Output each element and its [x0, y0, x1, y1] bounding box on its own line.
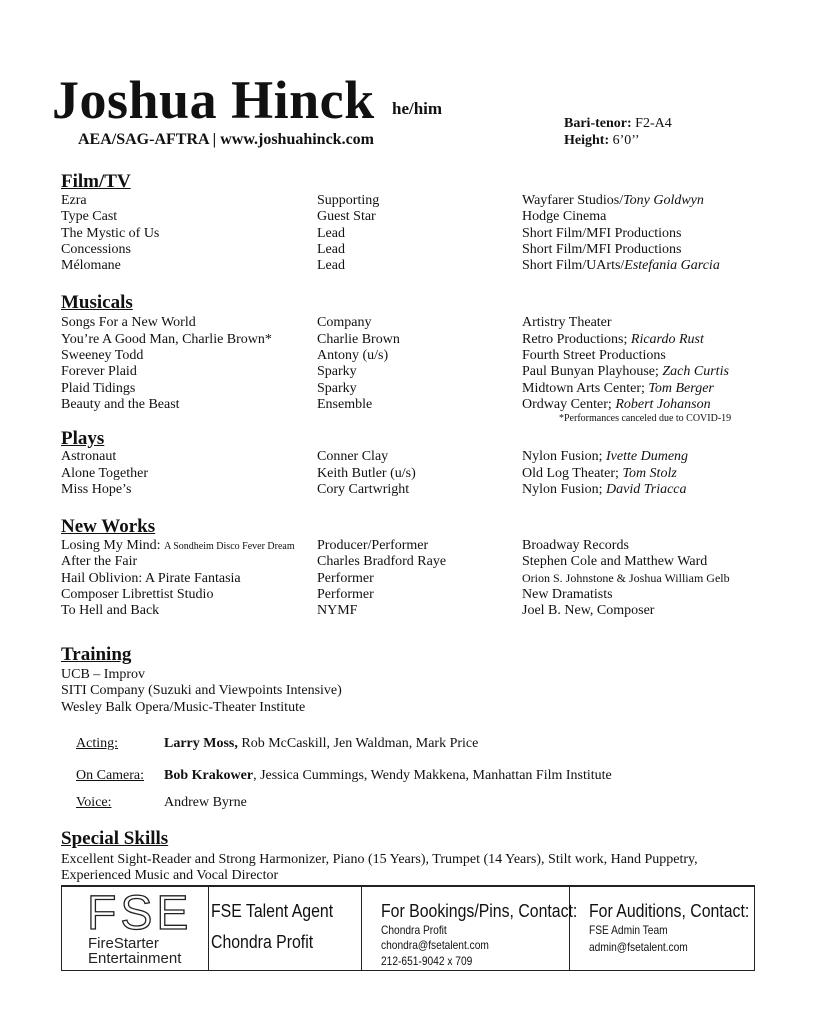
agent-cell	[208, 887, 362, 970]
credit-company: Short Film/MFI Productions	[522, 226, 682, 241]
credit-row	[61, 586, 781, 603]
credit-role: Company	[317, 315, 372, 330]
director-name: David Triacca	[606, 482, 687, 497]
company-name: Nylon Fusion;	[522, 482, 607, 497]
credit-title: Ezra	[61, 193, 87, 208]
section-title-training: Training	[61, 644, 132, 665]
credit-row	[61, 380, 781, 397]
section-title-plays: Plays	[61, 428, 105, 449]
credit-row	[61, 225, 781, 242]
credit-company: Orion S. Johnstone & Joshua William Gelb	[522, 571, 730, 585]
credit-title: Alone Together	[61, 466, 149, 481]
credit-company	[522, 465, 677, 482]
height-value: 6’0’’	[609, 133, 640, 148]
credit-title: Plaid Tidings	[61, 381, 136, 396]
credit-role: Keith Butler (u/s)	[317, 466, 416, 481]
teacher-list-acting	[164, 736, 478, 752]
credit-company: Joel B. New, Composer	[522, 603, 655, 618]
credit-row	[61, 331, 781, 348]
credit-company	[522, 396, 711, 413]
height	[564, 133, 640, 149]
credit-title: After the Fair	[61, 554, 138, 569]
training-line: UCB – Improv	[61, 667, 145, 682]
credit-role: Charles Bradford Raye	[317, 554, 447, 569]
logo-fse-text: FSE	[87, 887, 193, 940]
credit-title: To Hell and Back	[61, 603, 160, 618]
director-name: Ivette Dumeng	[606, 449, 689, 464]
company-name: Paul Bunyan Playhouse;	[522, 364, 663, 379]
credit-row	[61, 396, 781, 413]
credit-role: Antony (u/s)	[317, 348, 389, 363]
director-name: Tom Berger	[648, 381, 714, 396]
skills-line: Excellent Sight-Reader and Strong Harmonizer, Piano (15 Years), Trumpet (14 Years), Stilt work, Hand Puppetry,	[61, 852, 698, 867]
teacher-label-acting: Acting:	[76, 736, 118, 751]
company-name: Retro Productions;	[522, 332, 631, 347]
credit-company	[522, 481, 687, 498]
work-subtitle: A Sondheim Disco Fever Dream	[164, 541, 295, 552]
credit-row	[61, 208, 781, 225]
training-line: SITI Company (Suzuki and Viewpoints Intensive)	[61, 683, 342, 698]
credit-title: Type Cast	[61, 209, 118, 224]
agency-footer	[61, 885, 755, 971]
credit-company: Broadway Records	[522, 538, 629, 553]
credit-role: Producer/Performer	[317, 538, 429, 553]
section-title-special-skills: Special Skills	[61, 828, 169, 849]
director-name: Estefania Garcia	[624, 258, 720, 273]
credit-title: Concessions	[61, 242, 131, 257]
auditions-cell	[569, 887, 754, 970]
bookings-email[interactable]: chondra@fsetalent.com	[381, 938, 489, 952]
credit-role: Lead	[317, 242, 345, 257]
teacher-rest: , Jessica Cummings, Wendy Makkena, Manhattan Film Institute	[253, 768, 612, 783]
company-name: Old Log Theater;	[522, 466, 623, 481]
credit-row	[61, 537, 781, 554]
credit-role: Ensemble	[317, 397, 373, 412]
credit-row	[61, 481, 781, 498]
director-name: Ricardo Rust	[630, 332, 704, 347]
teacher-label-on-camera: On Camera:	[76, 768, 145, 783]
teacher-list-on-camera	[164, 768, 612, 784]
credit-title: Mélomane	[61, 258, 121, 273]
credit-title: Astronaut	[61, 449, 117, 464]
bookings-contact-name: Chondra Profit	[381, 923, 447, 937]
credit-row	[61, 602, 781, 619]
training-line: Wesley Balk Opera/Music-Theater Institute	[61, 700, 306, 715]
credit-company	[522, 331, 704, 348]
credit-row	[61, 448, 781, 465]
credit-company: Artistry Theater	[522, 315, 612, 330]
voice-label: Bari-tenor:	[564, 116, 632, 131]
credit-company	[522, 448, 688, 465]
affiliations-website: AEA/SAG-AFTRA | www.joshuahinck.com	[78, 131, 375, 148]
credit-title: You’re A Good Man, Charlie Brown*	[61, 332, 272, 347]
height-label: Height:	[564, 133, 610, 148]
work-title: Losing My Mind:	[61, 538, 165, 553]
agent-heading: FSE Talent Agent	[211, 901, 334, 921]
credit-company	[522, 363, 729, 380]
credit-company: Stephen Cole and Matthew Ward	[522, 554, 708, 569]
credit-title: Hail Oblivion: A Pirate Fantasia	[61, 571, 241, 586]
credit-role: Lead	[317, 226, 345, 241]
director-name: Zach Curtis	[662, 364, 729, 379]
agency-logo	[62, 887, 209, 970]
credit-title: Composer Librettist Studio	[61, 587, 214, 602]
actor-name: Joshua Hinck	[52, 70, 375, 130]
section-title-musicals: Musicals	[61, 292, 133, 313]
credit-row	[61, 553, 781, 570]
bookings-phone[interactable]: 212-651-9042 x 709	[381, 954, 473, 968]
credit-company	[522, 380, 714, 397]
logo-entertainment-text: Entertainment	[88, 950, 182, 967]
credit-role: Lead	[317, 258, 345, 273]
teacher-label-voice: Voice:	[76, 795, 112, 810]
credit-title: The Mystic of Us	[61, 226, 160, 241]
credit-company	[522, 257, 720, 274]
agent-name: Chondra Profit	[211, 932, 314, 952]
director-name: Tom Stolz	[622, 466, 677, 481]
pronouns: he/him	[392, 99, 443, 118]
credit-row	[61, 257, 781, 274]
credit-title: Songs For a New World	[61, 315, 196, 330]
credit-title: Miss Hope’s	[61, 482, 132, 497]
credit-role: Performer	[317, 571, 374, 586]
teacher-lead: Larry Moss,	[164, 736, 238, 751]
covid-note: *Performances canceled due to COVID-19	[559, 413, 732, 424]
credit-company: New Dramatists	[522, 587, 613, 602]
credit-title: Sweeney Todd	[61, 348, 144, 363]
credit-row	[61, 570, 781, 587]
credit-company	[522, 192, 704, 209]
credit-row	[61, 465, 781, 482]
credit-role: Performer	[317, 587, 374, 602]
voice-value: F2-A4	[631, 116, 672, 131]
credit-row	[61, 241, 781, 258]
auditions-email[interactable]: admin@fsetalent.com	[589, 940, 688, 954]
section-title-new-works: New Works	[61, 516, 156, 537]
credit-role: Sparky	[317, 364, 357, 379]
company-name: Midtown Arts Center;	[522, 381, 649, 396]
credit-row	[61, 347, 781, 364]
company-name: Short Film/UArts/	[522, 258, 625, 273]
bookings-heading: For Bookings/Pins, Contact:	[381, 901, 578, 921]
director-name: Tony Goldwyn	[623, 193, 704, 208]
skills-line: Experienced Music and Vocal Director	[61, 868, 279, 883]
voice-range	[564, 116, 672, 132]
credit-role: NYMF	[317, 603, 358, 618]
credit-title: Forever Plaid	[61, 364, 137, 379]
credit-company: Short Film/MFI Productions	[522, 242, 682, 257]
director-name: Robert Johanson	[615, 397, 711, 412]
credit-row	[61, 363, 781, 380]
credit-role: Guest Star	[317, 209, 376, 224]
credit-row	[61, 314, 781, 331]
company-name: Wayfarer Studios/	[522, 193, 624, 208]
teacher-lead: Bob Krakower	[164, 768, 254, 783]
credit-company: Fourth Street Productions	[522, 348, 666, 363]
credit-company: Hodge Cinema	[522, 209, 607, 224]
company-name: Ordway Center;	[522, 397, 616, 412]
company-name: Nylon Fusion;	[522, 449, 607, 464]
bookings-cell	[361, 887, 578, 970]
credit-row	[61, 192, 781, 209]
auditions-contact-name: FSE Admin Team	[589, 923, 668, 937]
teacher-rest: Rob McCaskill, Jen Waldman, Mark Price	[237, 736, 479, 751]
credit-role: Charlie Brown	[317, 332, 400, 347]
credit-title: Beauty and the Beast	[61, 397, 180, 412]
logo-firestarter-text: FireStarter	[88, 935, 159, 952]
credit-role: Cory Cartwright	[317, 482, 410, 497]
teacher-list-voice: Andrew Byrne	[164, 795, 247, 810]
credit-role: Supporting	[317, 193, 380, 208]
credit-role: Conner Clay	[317, 449, 389, 464]
section-title-film-tv: Film/TV	[61, 171, 131, 192]
credit-role: Sparky	[317, 381, 357, 396]
auditions-heading: For Auditions, Contact:	[589, 901, 750, 921]
